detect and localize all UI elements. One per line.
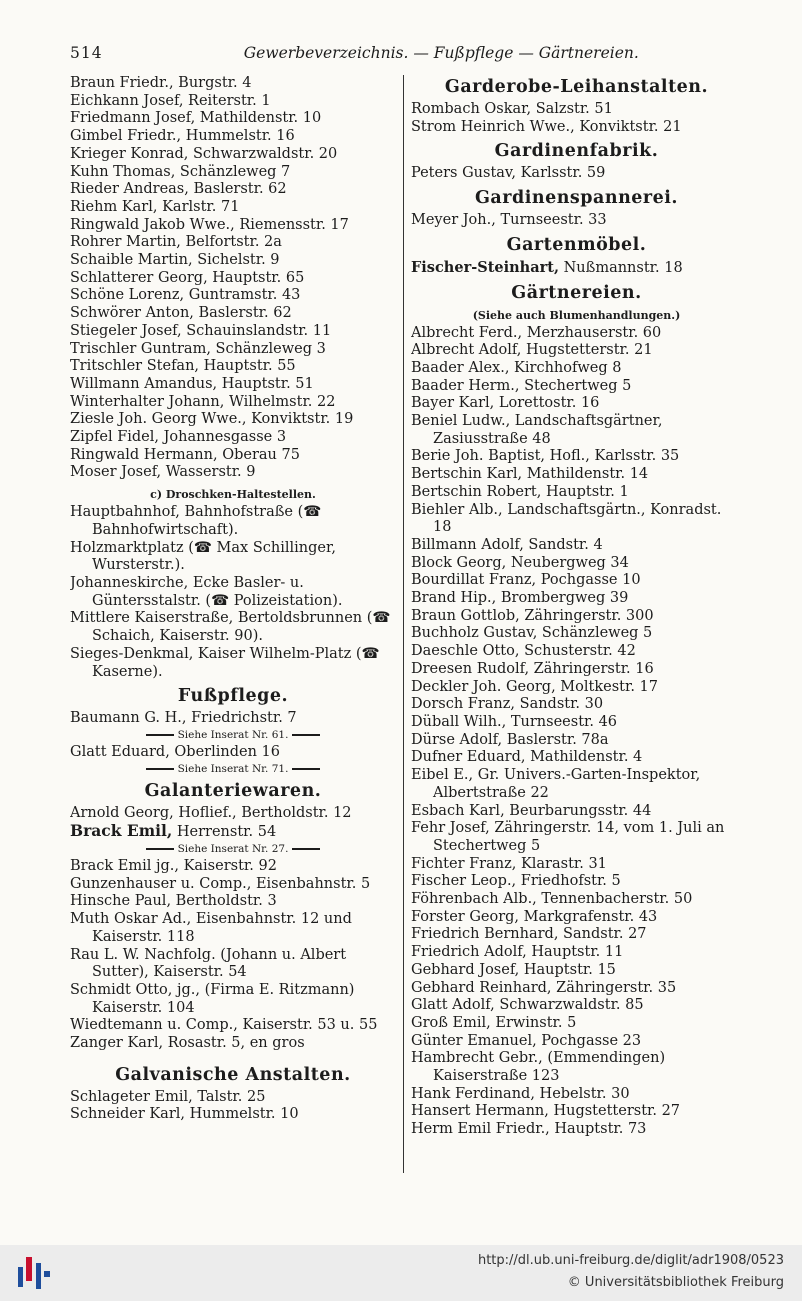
list-item: Friedmann Josef, Mathildenstr. 10	[70, 110, 322, 127]
list-item: Krieger Konrad, Schwarzwaldstr. 20	[70, 145, 338, 162]
list-item: Schwörer Anton, Baslerstr. 62	[70, 305, 292, 322]
list-item-bold: Fischer-Steinhart, Nußmannstr. 18	[411, 258, 683, 276]
list-item: Holzmarktplatz (☎ Max Schillinger, Wursterstr.).	[70, 539, 336, 574]
list-item: Albrecht Adolf, Hugstetterstr. 21	[411, 342, 653, 359]
list-item: Fehr Josef, Zähringerstr. 14, vom 1. Juli an Stechertweg 5	[411, 820, 725, 854]
list-item: Bourdillat Franz, Pochgasse 10	[411, 572, 641, 589]
inserat-reference: Siehe Inserat Nr. 27.	[70, 842, 396, 856]
list-item: Wiedtemann u. Comp., Kaiserstr. 53 u. 55	[70, 1017, 378, 1034]
list-item: Zipfel Fidel, Johannesgasse 3	[70, 429, 287, 446]
source-url-link[interactable]: http://dl.ub.uni-freiburg.de/diglit/adr1908/0523	[477, 1253, 784, 1268]
list-item: Günter Emanuel, Pochgasse 23	[411, 1032, 642, 1049]
list-item: Daeschle Otto, Schusterstr. 42	[411, 643, 636, 660]
list-item: Hauptbahnhof, Bahnhofstraße (☎ Bahnhofwirtschaft).	[70, 504, 322, 538]
list-item: Schmidt Otto, jg., (Firma E. Ritzmann) Kaiserstr. 104	[70, 981, 355, 1016]
list-item: Baumann G. H., Friedrichstr. 7	[70, 710, 297, 727]
section-heading-galanteriewaren: Galanteriewaren.	[144, 780, 322, 801]
list-item: Hank Ferdinand, Hebelstr. 30	[411, 1085, 630, 1102]
list-item: Stiegeler Josef, Schauinslandstr. 11	[70, 322, 332, 339]
list-item: Schlageter Emil, Talstr. 25	[70, 1088, 266, 1105]
list-item: Hansert Hermann, Hugstetterstr. 27	[411, 1103, 681, 1120]
page-title: Gewerbeverzeichnis. — Fußpflege — Gärtnereien.	[243, 44, 639, 62]
list-item: Gebhard Reinhard, Zähringerstr. 35	[411, 979, 677, 996]
list-item: Esbach Karl, Beurbarungsstr. 44	[411, 802, 652, 819]
list-item: Willmann Amandus, Hauptstr. 51	[70, 375, 314, 392]
list-item: Kuhn Thomas, Schänzleweg 7	[70, 163, 291, 180]
list-item: Rohrer Martin, Belfortstr. 2a	[70, 234, 282, 251]
list-item: Beniel Ludw., Landschaftsgärtner, Zasiusstraße 48	[411, 413, 663, 447]
list-item: Braun Gottlob, Zähringerstr. 300	[411, 607, 654, 624]
list-item: Eichkann Josef, Reiterstr. 1	[70, 92, 271, 109]
section-heading-galvanisch: Galvanische Anstalten.	[115, 1064, 351, 1085]
list-item: Schlatterer Georg, Hauptstr. 65	[70, 269, 305, 286]
section-heading-gaertnereien: Gärtnereien.	[511, 282, 642, 303]
list-item: Trischler Guntram, Schänzleweg 3	[70, 340, 326, 357]
list-item: Fichter Franz, Klarastr. 31	[411, 855, 607, 872]
list-item: Gebhard Josef, Hauptstr. 15	[411, 961, 616, 978]
section-heading-fusspflege: Fußpflege.	[177, 686, 289, 707]
list-item: Hinsche Paul, Bertholdstr. 3	[70, 893, 277, 910]
list-item: Föhrenbach Alb., Tennenbacherstr. 50	[411, 891, 693, 908]
list-item: Bertschin Robert, Hauptstr. 1	[411, 483, 629, 500]
list-item: Friedrich Adolf, Hauptstr. 11	[411, 944, 624, 961]
list-item: Sieges-Denkmal, Kaiser Wilhelm-Platz (☎ Kaserne).	[70, 645, 380, 680]
university-logo-icon	[14, 1253, 54, 1293]
list-item: Glatt Adolf, Schwarzwaldstr. 85	[411, 997, 644, 1014]
entry-list-droschken	[70, 504, 396, 681]
list-item: Baader Herm., Stechertweg 5	[411, 377, 632, 394]
list-item: Bayer Karl, Lorettostr. 16	[411, 395, 600, 412]
list-item: Brand Hip., Brombergweg 39	[411, 590, 629, 607]
list-item: Hambrecht Gebr., (Emmendingen) Kaiserstraße 123	[411, 1050, 666, 1085]
page-number: 514	[70, 44, 103, 62]
right-column	[411, 75, 742, 1139]
list-item: Buchholz Gustav, Schänzleweg 5	[411, 625, 653, 642]
list-item: Ringwald Hermann, Oberau 75	[70, 446, 300, 463]
entry-list-galvanisch	[70, 1089, 396, 1124]
list-item: Arnold Georg, Hoflief., Bertholdstr. 12	[70, 804, 352, 821]
list-item: Braun Friedr., Burgstr. 4	[70, 75, 252, 91]
list-item: Düball Wilh., Turnseestr. 46	[411, 713, 618, 730]
list-item: Tritschler Stefan, Hauptstr. 55	[70, 358, 296, 375]
bold-name: Brack Emil,	[70, 822, 173, 841]
entry-list-galanterie	[70, 858, 396, 1053]
list-item: Friedrich Bernhard, Sandstr. 27	[411, 926, 647, 943]
list-item: Gimbel Friedr., Hummelstr. 16	[70, 128, 295, 145]
list-item: Strom Heinrich Wwe., Konviktstr. 21	[411, 118, 682, 135]
left-column	[70, 75, 396, 1124]
list-item: Billmann Adolf, Sandstr. 4	[411, 536, 603, 553]
list-item: Dufner Eduard, Mathildenstr. 4	[411, 749, 643, 766]
list-item: Albrecht Ferd., Merzhauserstr. 60	[411, 324, 662, 341]
list-item: Rau L. W. Nachfolg. (Johann u. Albert Sutter), Kaiserstr. 54	[70, 946, 347, 981]
list-item: Johanneskirche, Ecke Basler- u. Güntersstalstr. (☎ Polizeistation).	[70, 574, 343, 609]
list-item: Ringwald Jakob Wwe., Riemensstr. 17	[70, 216, 349, 233]
list-item: Ziesle Joh. Georg Wwe., Konviktstr. 19	[70, 411, 354, 428]
list-item: Groß Emil, Erwinstr. 5	[411, 1014, 577, 1031]
section-heading-gardinenfabrik: Gardinenfabrik.	[494, 141, 659, 162]
viewer-footer	[0, 1245, 802, 1301]
list-item: Glatt Eduard, Oberlinden 16	[70, 743, 280, 760]
list-item: Zanger Karl, Rosastr. 5, en gros	[70, 1035, 305, 1052]
list-item: Block Georg, Neubergweg 34	[411, 554, 629, 571]
section-heading-gardinenspannerei: Gardinenspannerei.	[474, 188, 679, 209]
list-item: Bertschin Karl, Mathildenstr. 14	[411, 466, 649, 483]
section-heading-gartenmoebel: Gartenmöbel.	[506, 234, 647, 255]
entry-list-garderobe	[411, 101, 742, 136]
list-item: Rombach Oskar, Salzstr. 51	[411, 101, 613, 117]
list-item: Deckler Joh. Georg, Moltkestr. 17	[411, 678, 658, 695]
copyright-notice: © Universitätsbibliothek Freiburg	[567, 1275, 784, 1290]
inserat-reference: Siehe Inserat Nr. 71.	[70, 762, 396, 776]
list-item: Winterhalter Johann, Wilhelmstr. 22	[70, 393, 336, 410]
list-item: Rieder Andreas, Baslerstr. 62	[70, 181, 287, 198]
entry-list-left-top	[70, 75, 396, 482]
section-heading-garderobe: Garderobe-Leihanstalten.	[444, 77, 709, 97]
list-item-bold: Brack Emil, Herrenstr. 54	[70, 822, 277, 841]
section-subheading-droschken: c) Droschken-Haltestellen.	[150, 488, 316, 502]
list-item: Dreesen Rudolf, Zähringerstr. 16	[411, 660, 654, 677]
list-item: Schaible Martin, Sichelstr. 9	[70, 252, 280, 269]
list-item: Muth Oskar Ad., Eisenbahnstr. 12 und Kaiserstr. 118	[70, 911, 352, 945]
list-item: Dürse Adolf, Baslerstr. 78a	[411, 731, 609, 748]
list-item: Schöne Lorenz, Guntramstr. 43	[70, 287, 301, 304]
section-subheading-gaertnereien: (Siehe auch Blumenhandlungen.)	[472, 308, 681, 322]
inserat-reference: Siehe Inserat Nr. 61.	[70, 728, 396, 742]
list-item: Berie Joh. Baptist, Hofl., Karlsstr. 35	[411, 448, 680, 465]
list-item: Peters Gustav, Karlsstr. 59	[411, 165, 606, 182]
column-divider	[403, 75, 404, 1173]
page-header	[70, 44, 760, 62]
list-item: Mittlere Kaiserstraße, Bertoldsbrunnen (☎ Schaich, Kaiserstr. 90).	[70, 610, 391, 645]
list-item: Meyer Joh., Turnseestr. 33	[411, 212, 607, 229]
entry-list-gardinenfabrik	[411, 165, 742, 183]
list-item: Forster Georg, Markgrafenstr. 43	[411, 908, 658, 925]
list-item: Moser Josef, Wasserstr. 9	[70, 464, 256, 481]
list-item: Baader Alex., Kirchhofweg 8	[411, 359, 622, 376]
list-item: Fischer Leop., Friedhofstr. 5	[411, 873, 621, 890]
list-item: Dorsch Franz, Sandstr. 30	[411, 696, 604, 713]
bold-name: Fischer-Steinhart,	[411, 258, 559, 276]
list-item: Brack Emil jg., Kaiserstr. 92	[70, 858, 277, 875]
list-item: Gunzenhauser u. Comp., Eisenbahnstr. 5	[70, 875, 371, 892]
entry-list-gardinenspannerei	[411, 212, 742, 230]
list-item: Herm Emil Friedr., Hauptstr. 73	[411, 1121, 647, 1138]
list-item: Schneider Karl, Hummelstr. 10	[70, 1106, 299, 1123]
entry-list-gaertnereien	[411, 325, 742, 1139]
list-item: Riehm Karl, Karlstr. 71	[70, 198, 240, 215]
list-item: Eibel E., Gr. Univers.-Garten-Inspektor, Albertstraße 22	[411, 767, 701, 801]
list-item: Biehler Alb., Landschaftsgärtn., Konradst. 18	[411, 501, 722, 536]
